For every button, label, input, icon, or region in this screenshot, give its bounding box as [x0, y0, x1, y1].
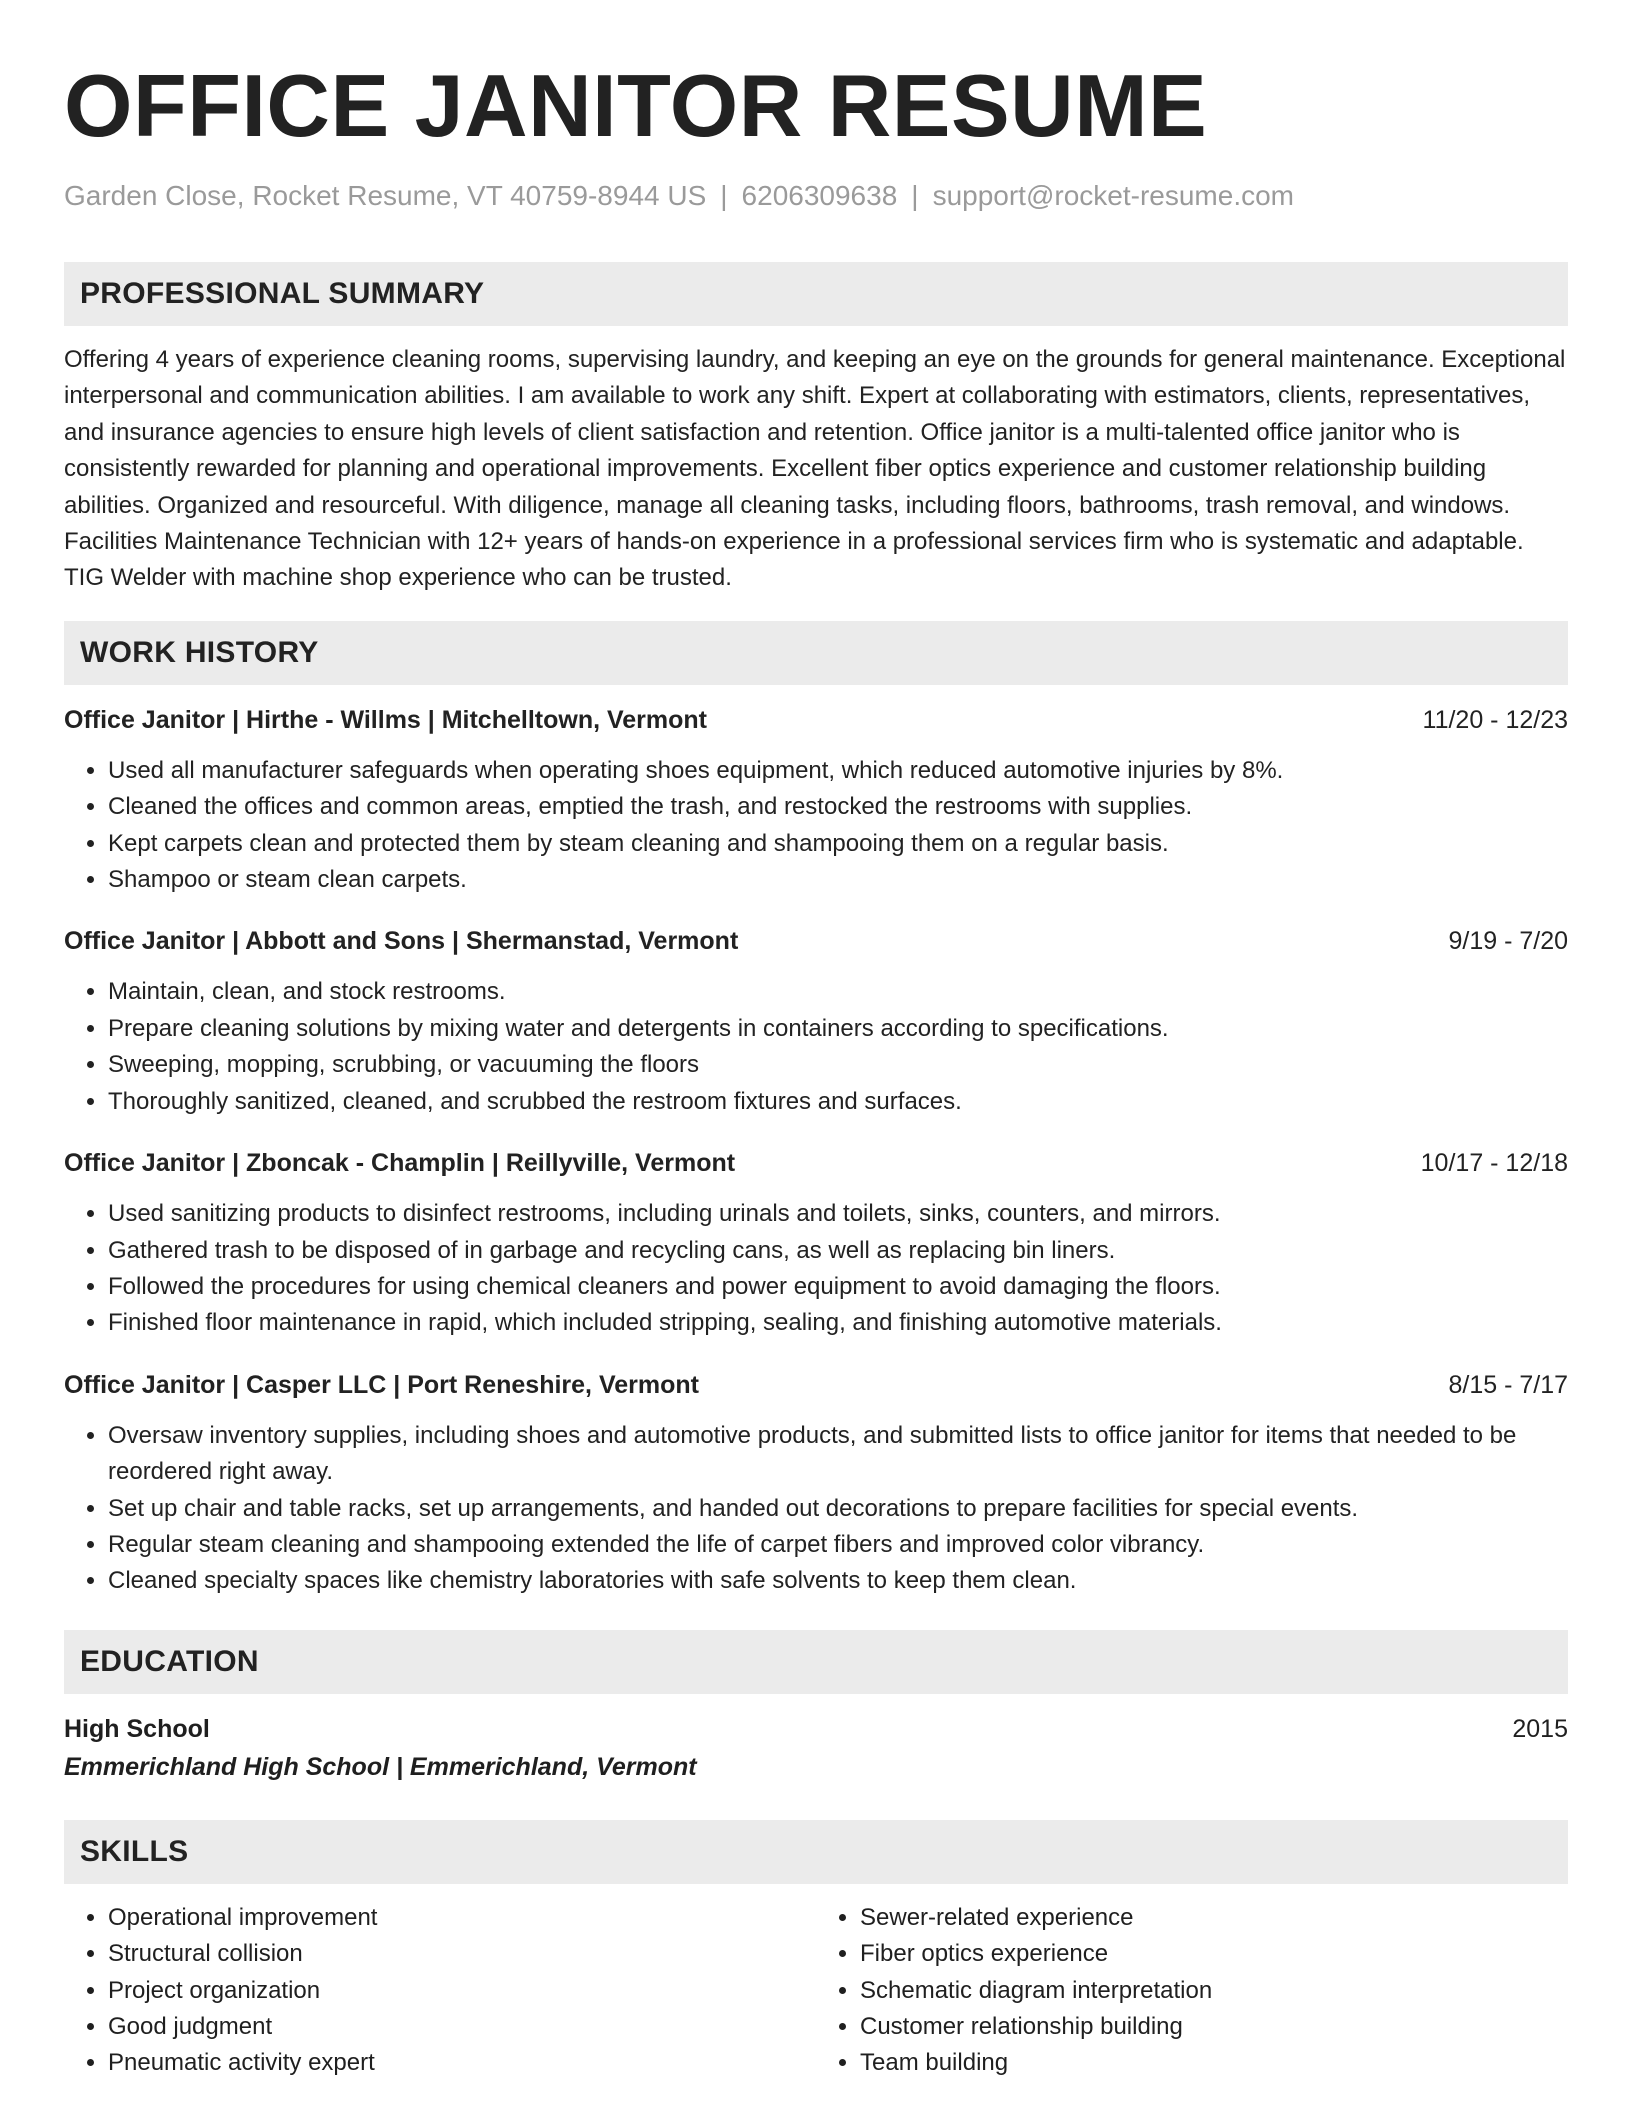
job-header: [64, 1368, 1568, 1402]
job-title: Office Janitor | Hirthe - Willms | Mitchelltown, Vermont: [64, 705, 708, 734]
skill-item: • Structural collision: [108, 1936, 816, 1972]
section-heading-work-history: WORK HISTORY: [64, 621, 1568, 685]
skill-item: • Team building: [860, 2045, 1568, 2081]
job-entry: [64, 1368, 1568, 1600]
section-heading-skills: SKILLS: [64, 1820, 1568, 1884]
education-year: 2015: [1512, 1714, 1568, 1743]
skill-item: • Sewer-related experience: [860, 1900, 1568, 1936]
job-title: Office Janitor | Abbott and Sons | Shermanstad, Vermont: [64, 927, 739, 956]
job-title: Office Janitor | Casper LLC | Port Reneshire, Vermont: [64, 1370, 699, 1399]
job-header: [64, 1146, 1568, 1180]
education-row: [64, 1712, 1568, 1746]
section-heading-education: EDUCATION: [64, 1630, 1568, 1694]
job-bullet: • Sweeping, mopping, scrubbing, or vacuuming the floors: [108, 1047, 1568, 1083]
job-bullet: • Maintain, clean, and stock restrooms.: [108, 974, 1568, 1010]
job-bullet: • Used sanitizing products to disinfect restrooms, including urinals and toilets, sinks, counters, and mirrors.: [108, 1196, 1568, 1232]
contact-email: support@rocket-resume.com: [932, 180, 1294, 211]
job-bullet: • Finished floor maintenance in rapid, which included stripping, sealing, and finishing automotive materials.: [108, 1305, 1568, 1341]
skill-item: • Project organization: [108, 1973, 816, 2009]
skills-list-right: [816, 1900, 1568, 2082]
section-heading-summary: PROFESSIONAL SUMMARY: [64, 262, 1568, 326]
job-bullet: • Thoroughly sanitized, cleaned, and scrubbed the restroom fixtures and surfaces.: [108, 1084, 1568, 1120]
job-bullet: • Oversaw inventory supplies, including shoes and automotive products, and submitted lists to office janitor for items that needed to be reordered right away.: [108, 1418, 1568, 1491]
skill-item: • Fiber optics experience: [860, 1936, 1568, 1972]
contact-line: [64, 178, 1568, 214]
job-dates: 9/19 - 7/20: [1448, 927, 1568, 956]
job-title: Office Janitor | Zboncak - Champlin | Reillyville, Vermont: [64, 1149, 736, 1178]
skills-columns: [64, 1900, 1568, 2082]
job-bullets: [64, 753, 1568, 899]
job-bullets: [64, 974, 1568, 1120]
job-bullet: • Gathered trash to be disposed of in garbage and recycling cans, as well as replacing bin liners.: [108, 1233, 1568, 1269]
skill-item: • Good judgment: [108, 2009, 816, 2045]
job-bullet: • Cleaned specialty spaces like chemistry laboratories with safe solvents to keep them clean.: [108, 1563, 1568, 1599]
contact-separator: |: [911, 180, 919, 211]
job-bullet: • Set up chair and table racks, set up arrangements, and handed out decorations to prepare facilities for special events.: [108, 1491, 1568, 1527]
skill-item: • Pneumatic activity expert: [108, 2045, 816, 2081]
job-bullet: • Used all manufacturer safeguards when operating shoes equipment, which reduced automotive injuries by 8%.: [108, 753, 1568, 789]
job-entry: [64, 1146, 1568, 1342]
job-bullet: • Prepare cleaning solutions by mixing water and detergents in containers according to specifications.: [108, 1011, 1568, 1047]
job-header: [64, 924, 1568, 958]
job-bullet: • Kept carpets clean and protected them by steam cleaning and shampooing them on a regular basis.: [108, 826, 1568, 862]
skill-item: • Operational improvement: [108, 1900, 816, 1936]
resume-title: OFFICE JANITOR RESUME: [64, 56, 1208, 155]
job-bullet: • Cleaned the offices and common areas, emptied the trash, and restocked the restrooms with supplies.: [108, 789, 1568, 825]
education-school: Emmerichland High School | Emmerichland, Vermont: [64, 1752, 697, 1781]
contact-separator: |: [720, 180, 728, 211]
education-degree: High School: [64, 1714, 210, 1743]
job-bullets: [64, 1418, 1568, 1600]
job-dates: 10/17 - 12/18: [1420, 1149, 1568, 1178]
job-bullet: • Shampoo or steam clean carpets.: [108, 862, 1568, 898]
job-bullets: [64, 1196, 1568, 1342]
job-header: [64, 703, 1568, 737]
job-entry: [64, 703, 1568, 899]
job-dates: 8/15 - 7/17: [1448, 1370, 1568, 1399]
job-dates: 11/20 - 12/23: [1422, 705, 1568, 734]
job-bullet: • Followed the procedures for using chemical cleaners and power equipment to avoid damaging the floors.: [108, 1269, 1568, 1305]
job-entry: [64, 924, 1568, 1120]
contact-address: Garden Close, Rocket Resume, VT 40759-8944 US: [64, 180, 707, 211]
job-bullet: • Regular steam cleaning and shampooing extended the life of carpet fibers and improved color vibrancy.: [108, 1527, 1568, 1563]
skills-list-left: [64, 1900, 816, 2082]
contact-phone: 6206309638: [741, 180, 898, 211]
skill-item: • Schematic diagram interpretation: [860, 1973, 1568, 2009]
skill-item: • Customer relationship building: [860, 2009, 1568, 2045]
summary-text: Offering 4 years of experience cleaning rooms, supervising laundry, and keeping an eye on the grounds for general maintenance. Exceptional interpersonal and communication abilities. I am available to work any shift. Expert at collaborating with estimators, clients, representatives, and insurance agencies to ensure high levels of client satisfaction and retention. Office janitor is a multi-talented office janitor who is consistently rewarded for planning and operational improvements. Excellent fiber optics experience and customer relationship building abilities. Organized and resourceful. With diligence, manage all cleaning tasks, including floors, bathrooms, trash removal, and windows. Facilities Maintenance Technician with 12+ years of hands-on experience in a professional services firm who is systematic and adaptable. TIG Welder with machine shop experience who can be trusted.: [64, 346, 1566, 592]
